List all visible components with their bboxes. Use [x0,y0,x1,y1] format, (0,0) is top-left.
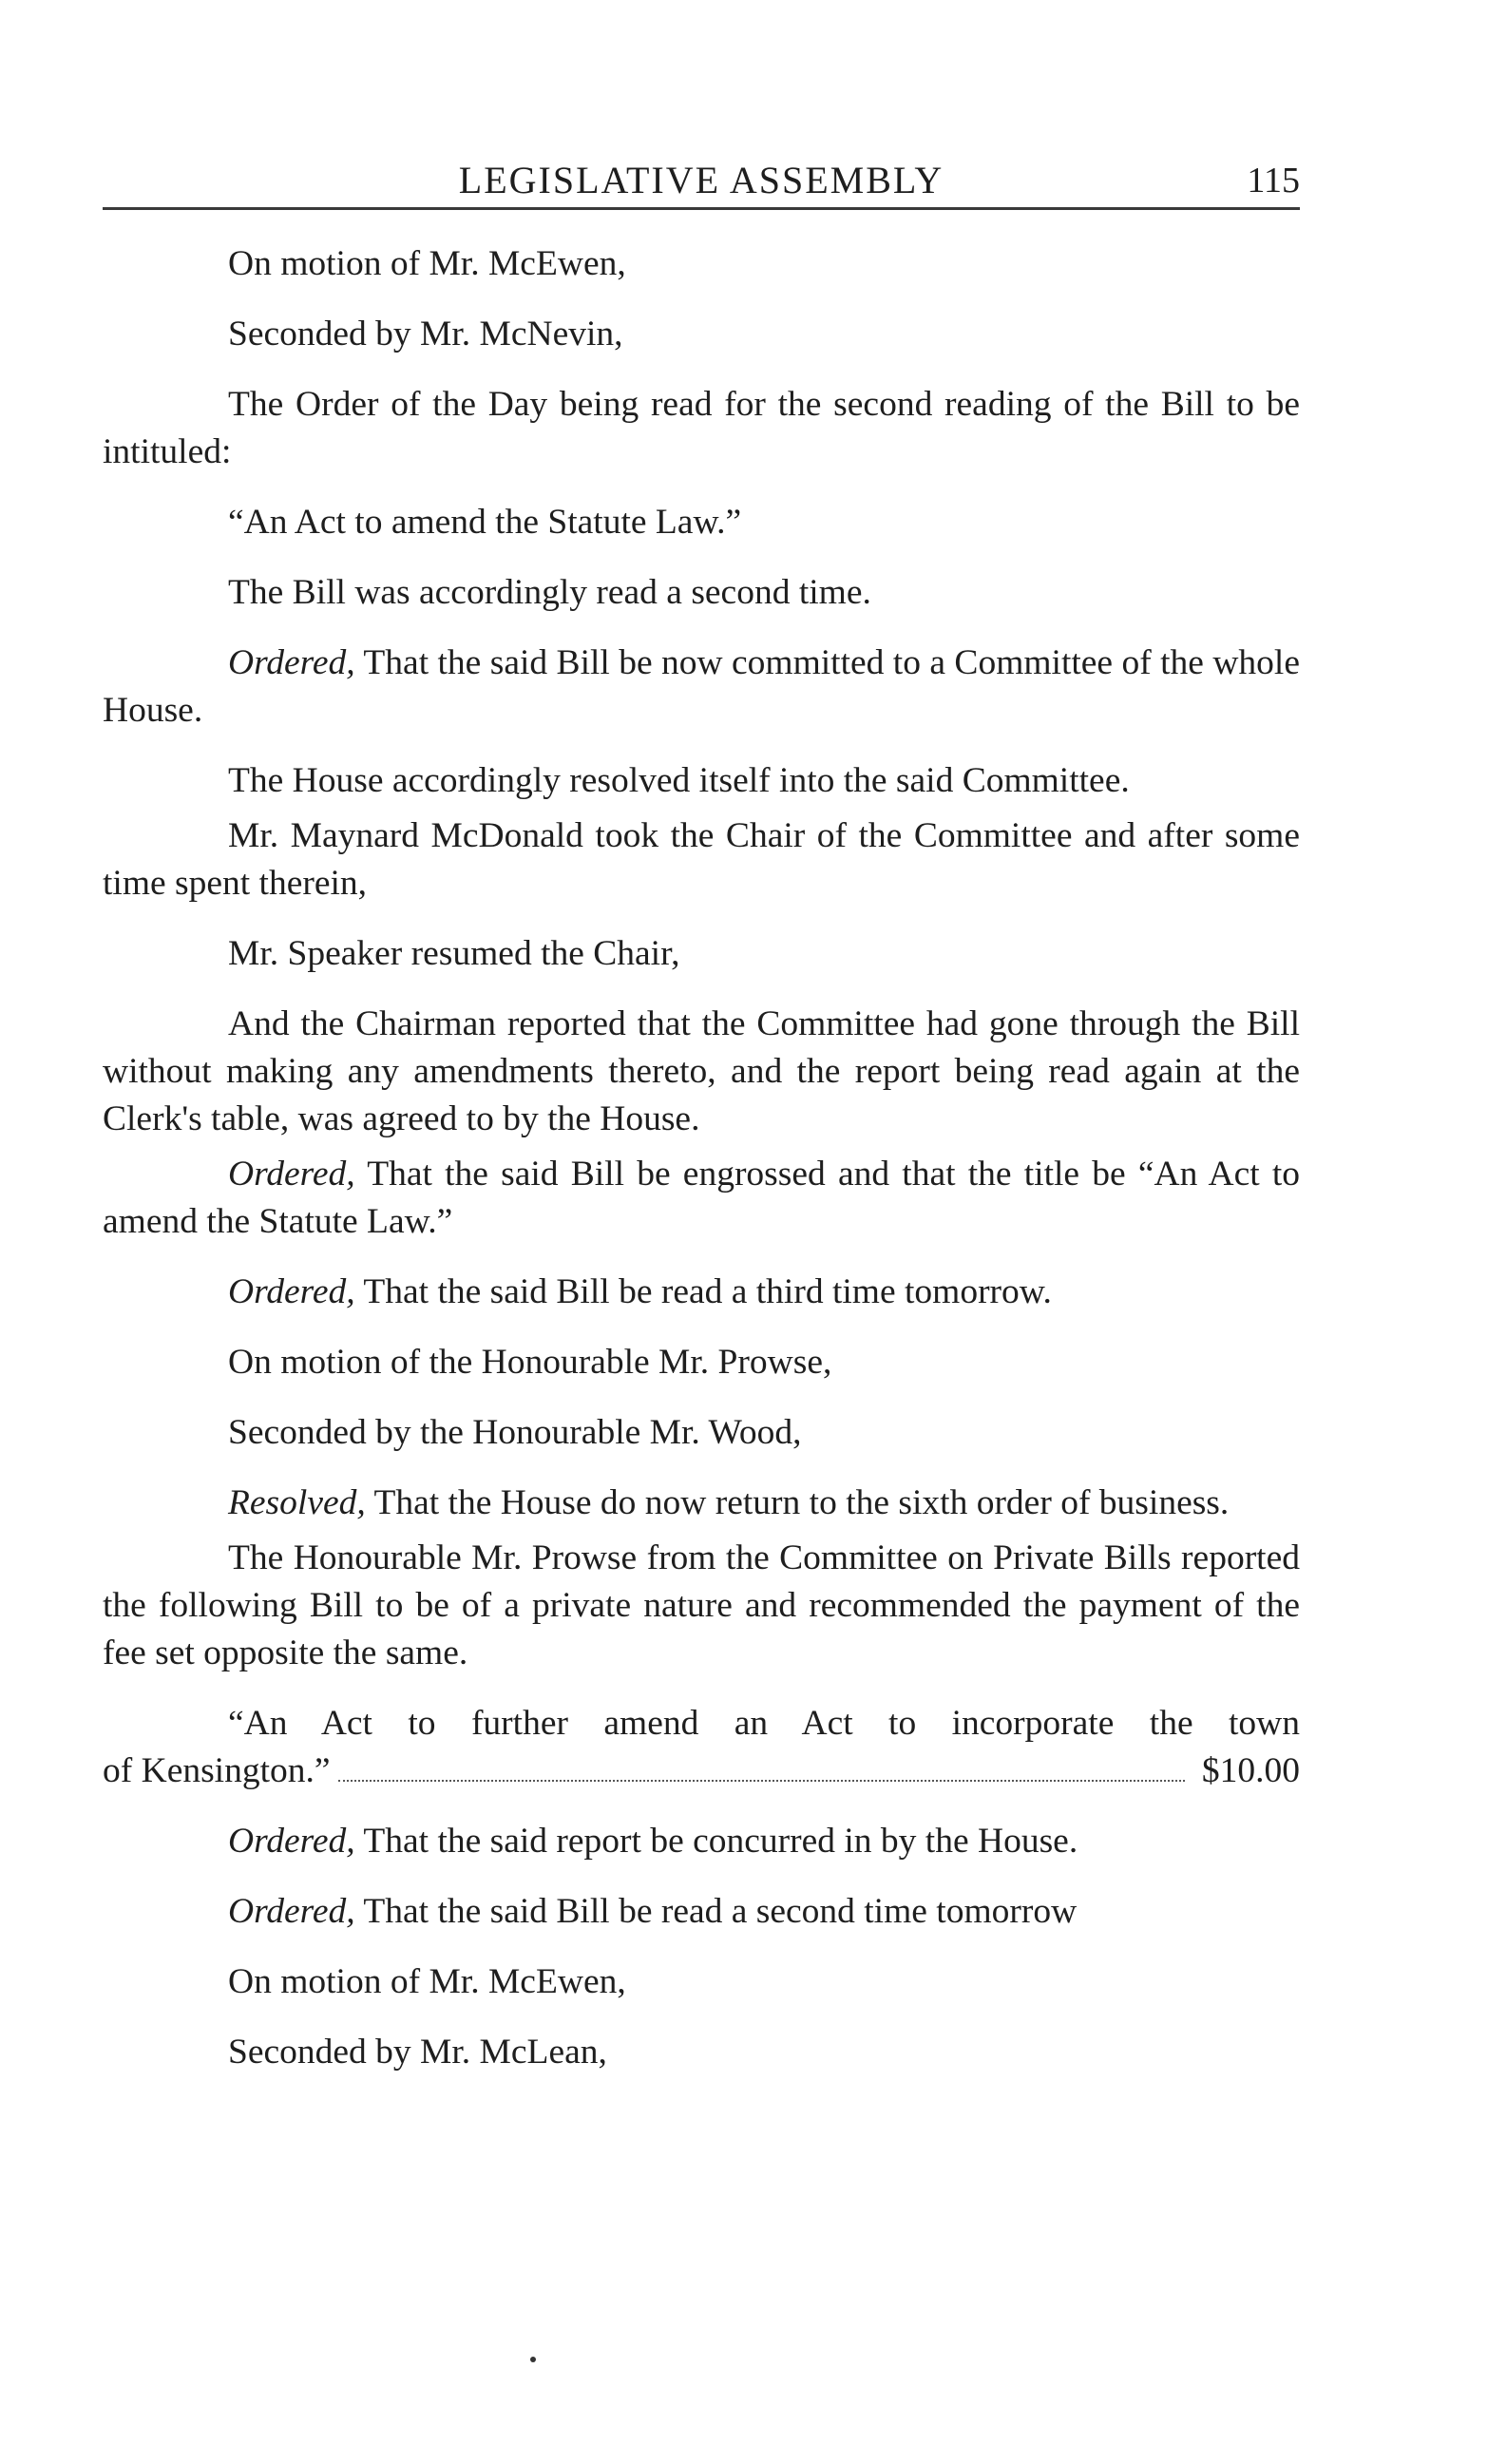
ordered-label: Ordered, [228,1155,355,1194]
paragraph-ordered-third-reading [103,1269,1300,1316]
paragraph-house-resolved: The House accordingly resolved itself into the said Committee. [228,761,1130,800]
resolved-text: That the House do now return to the sixth order of business. [373,1483,1230,1522]
ordered-text: That the said Bill be read a third time tomorrow. [363,1272,1052,1311]
page-number: 115 [1247,161,1300,201]
paragraph-chair-taken: Mr. Maynard McDonald took the Chair of the Committee and after some time spent therein, [103,816,1300,903]
ordered-label: Ordered, [228,643,355,682]
paragraph-chairman-reported: And the Chairman reported that the Committee had gone through the Bill without making any amendments thereto, and the report being read again at the Clerk's table, was agreed to by the House. [103,1004,1300,1138]
paragraph-ordered-committed [103,640,1300,735]
ordered-text: That the said Bill be read a second time tomorrow [363,1892,1078,1931]
paragraph-ordered-second-reading [103,1888,1300,1936]
ordered-text: That the said report be concurred in by the House. [363,1822,1078,1861]
ordered-text: That the said Bill be engrossed and that the title be “An Act to amend the Statute Law.” [103,1155,1301,1241]
paragraph-seconded-wood: Seconded by the Honourable Mr. Wood, [228,1413,802,1452]
bill-fee-text: of Kensington.” [103,1751,331,1790]
paragraph-order-of-day: The Order of the Day being read for the second reading of the Bill to be intituled: [103,385,1300,471]
page-header [103,152,1300,210]
bill-fee-entry [103,1700,1300,1795]
paragraph-motion-prowse: On motion of the Honourable Mr. Prowse, [228,1343,832,1382]
paragraph-ordered-engrossed [103,1151,1300,1246]
paragraph-seconded: Seconded by Mr. McNevin, [228,315,623,353]
paragraph-ordered-concurred [103,1818,1300,1865]
bill-fee-line-2 [103,1748,1300,1795]
paragraph-private-bills-report: The Honourable Mr. Prowse from the Committee on Private Bills reported the following Bill to be of a private nature and recommended the payment of the fee set opposite the same. [103,1538,1300,1672]
paragraph-motion: On motion of Mr. McEwen, [228,244,626,283]
dot-leader [338,1780,1185,1782]
paragraph-seconded-mclean: Seconded by Mr. McLean, [228,2033,607,2072]
paragraph-second-reading: The Bill was accordingly read a second time. [228,573,871,612]
stray-dot [530,2357,536,2362]
ordered-text: That the said Bill be now committed to a Committee of the whole House. [103,643,1300,730]
running-head-title: LEGISLATIVE ASSEMBLY [458,159,944,201]
ordered-label: Ordered, [228,1892,355,1931]
paragraph-bill-title: “An Act to amend the Statute Law.” [228,503,742,542]
document-body [103,240,1300,2076]
bill-fee-amount: $10.00 [1201,1751,1300,1790]
ordered-label: Ordered, [228,1272,355,1311]
paragraph-speaker-resumed: Mr. Speaker resumed the Chair, [228,934,680,973]
paragraph-resolved [103,1480,1300,1527]
bill-fee-line-1: “An Act to further amend an Act to incorporate the town [228,1704,1300,1743]
paragraph-motion-mcewen: On motion of Mr. McEwen, [228,1962,626,2001]
document-page [103,152,1300,2076]
ordered-label: Ordered, [228,1822,355,1861]
resolved-label: Resolved, [228,1483,366,1522]
